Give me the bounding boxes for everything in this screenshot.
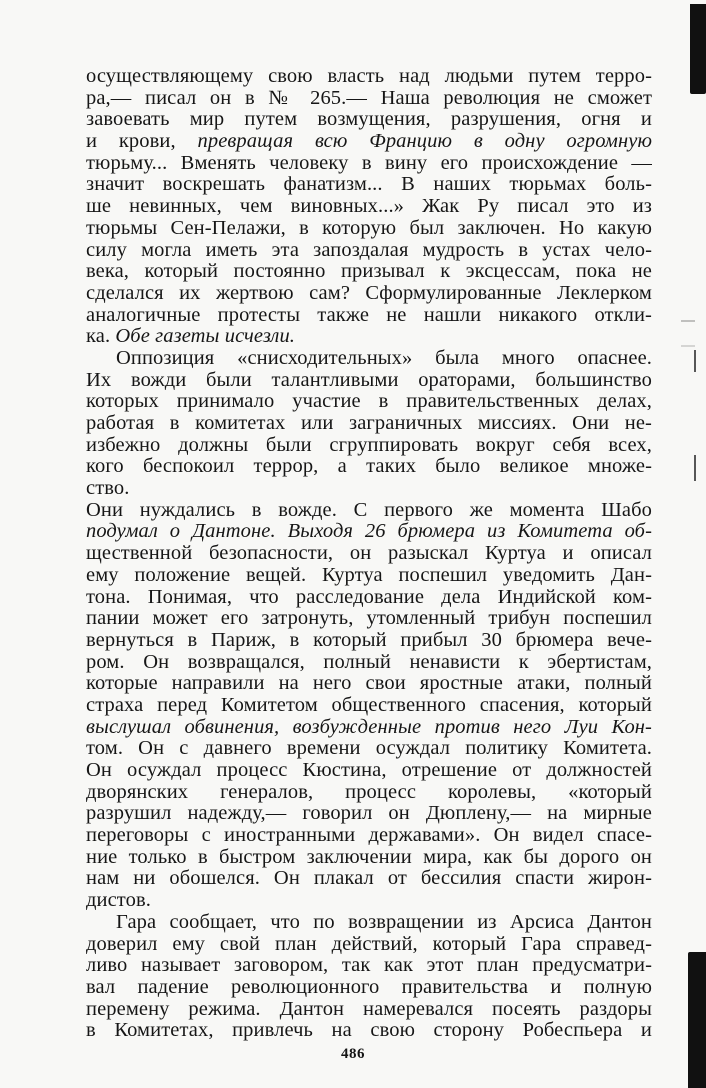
margin-annotation-marks [681, 300, 695, 382]
text-line-8: тюрьмы Сен-Пелажи, в которую был заключен. Но какую [86, 217, 652, 239]
text-line-2: ра,— писал он в № 265.— Наша революция не сможет [86, 87, 652, 109]
text-line-7: ше невинных, чем виновных...» Жак Ру писал это из [86, 196, 652, 218]
text-line-34: дворянских генералов, процесс королевы, «который [86, 781, 652, 803]
text-line-6: значит воскрешать фанатизм... В наших тюрьмах боль- [86, 174, 652, 196]
text-line-35: разрушил надежду,— говорил он Дюплену,— на мирные [86, 803, 652, 825]
text-line-19: кого беспокоил террор, а таких было великое множе- [86, 456, 652, 478]
page-number: 486 [341, 1046, 365, 1062]
text-line-45: в Комитетах, привлечь на свою сторону Робеспьера и [86, 1020, 652, 1042]
scan-edge-mark-bottom [688, 952, 706, 1088]
text-line-37: ние только в быстром заключении мира, как бы дорого он [86, 846, 652, 868]
text-line-31: выслушал обвинения, возбужденные против него Луи Кон- [86, 716, 652, 738]
text-line-29: которые направили на него свои яростные атаки, полный [86, 673, 652, 695]
text-line-43: вал падение революционного правительства и полную [86, 976, 652, 998]
text-line-10: века, который постоянно призывал к эксцессам, пока не [86, 261, 652, 283]
text-line-16: которых принимало участие в правительственных делах, [86, 391, 652, 413]
text-line-26: пании может его затронуть, утомленный трибун поспешил [86, 608, 652, 630]
text-line-25: тона. Понимая, что расследование дела Индийской ком- [86, 586, 652, 608]
text-line-27: вернуться в Париж, в который прибыл 30 брюмера вече- [86, 629, 652, 651]
text-line-5: тюрьму... Вменять человеку в вину его происхождение — [86, 152, 652, 174]
main-text-block [86, 66, 652, 1042]
text-line-9: силу могла иметь эта запоздалая мудрость в устах чело- [86, 239, 652, 261]
text-line-18: избежно должны были сгруппировать вокруг себя всех, [86, 434, 652, 456]
italic-phrase-france-prison: превращая всю Францию в одну огромную [197, 131, 652, 153]
text-line-3: завоевать мир путем возмущения, разрушения, огня и [86, 109, 652, 131]
text-line-12: аналогичные протесты также не нашли никакого откли- [86, 304, 652, 326]
text-line-33: Он осуждал процесс Кюстина, отрешение от должностей [86, 760, 652, 781]
text-line-13-prefix: ка. [86, 326, 116, 348]
text-line-36: переговоры с иностранными державами». Он видел спасе- [86, 825, 652, 847]
scan-edge-mark-top [690, 4, 706, 94]
text-line-4-prefix: и крови, [86, 131, 198, 153]
text-line-22: подумал о Дантоне. Выходя 26 брюмера из Комитета об- [86, 521, 652, 543]
text-line-32: том. Он с давнего времени осуждал политику Комитета. [86, 738, 652, 760]
text-line-40: Гара сообщает, что по возвращении из Арсиса Дантон [116, 911, 652, 933]
text-line-14: Оппозиция «снисходительных» была много опаснее. [116, 347, 652, 369]
text-line-24: ему положение вещей. Куртуа поспешил уведомить Дан- [86, 564, 652, 586]
text-line-1: осуществляющему свою власть над людьми путем терро- [86, 66, 652, 87]
text-line-15: Их вожди были талантливыми ораторами, большинство [86, 369, 652, 391]
text-line-38: нам ни обошелся. Он плакал от бессилия спасти жирон- [86, 868, 652, 890]
text-line-4 [86, 131, 652, 153]
margin-tick-mark [694, 455, 696, 481]
italic-phrase-newspapers-disappeared: Обе газеты исчезли. [115, 326, 296, 348]
text-line-23: щественной безопасности, он разыскал Куртуа и описал [86, 543, 652, 565]
text-line-41: доверил ему свой план действий, который Гара справед- [86, 933, 652, 955]
text-line-21: Они нуждались в вожде. С первого же момента Шабо [86, 499, 652, 521]
text-line-30: страха перед Комитетом общественного спасения, который [86, 694, 652, 716]
margin-tick-mark [694, 350, 696, 372]
text-line-20: ство. [86, 478, 130, 500]
text-line-28: ром. Он возвращался, полный ненависти к эбертистам, [86, 651, 652, 673]
text-line-42: ливо называет заговором, так как этот план предусматри- [86, 955, 652, 977]
text-line-17: работая в комитетах или заграничных миссиях. Они не- [86, 413, 652, 434]
text-line-11: сделался их жертвою сам? Сформулированные Леклерком [86, 282, 652, 304]
text-line-13 [86, 326, 652, 348]
text-line-44: перемену режима. Дантон намеревался посеять раздоры [86, 998, 652, 1020]
text-line-39: дистов. [86, 890, 151, 912]
